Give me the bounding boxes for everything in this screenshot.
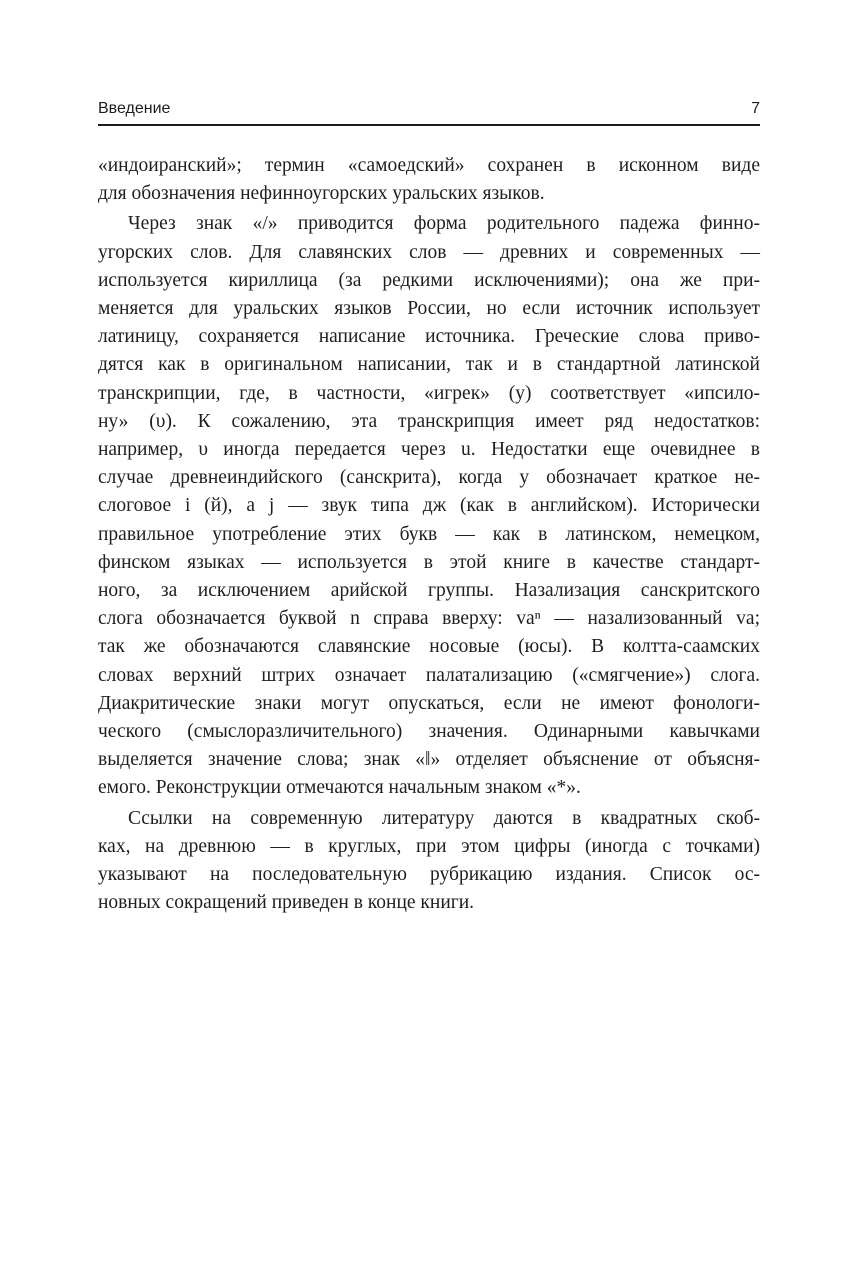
text-line: Диакритические знаки могут опускаться, если не имеют фонологи- — [98, 692, 760, 714]
body-text — [98, 152, 760, 917]
text-line: новных сокращений приведен в конце книги. — [98, 892, 475, 914]
section-title: Введение — [98, 100, 171, 117]
text-line: выделяется значение слова; знак «‖» отделяет объяснение от объясня- — [98, 749, 760, 771]
text-line: слога обозначается буквой n справа вверху: vaⁿ — назализованный va; — [98, 608, 760, 630]
text-line: ческого (смыслоразличительного) значения. Одинарными кавычками — [98, 721, 760, 743]
text-line: Через знак «/» приводится форма родительного падежа финно- — [128, 213, 760, 235]
paragraph-3 — [98, 805, 760, 918]
text-line: ну» (υ). К сожалению, эта транскрипция имеет ряд недостатков: — [98, 410, 760, 432]
text-line: правильное употребление этих букв — как в латинском, немецком, — [98, 523, 760, 545]
paragraph-2 — [98, 210, 760, 802]
running-head — [98, 97, 760, 121]
text-line: угорских слов. Для славянских слов — древних и современных — — [98, 241, 760, 263]
text-line: указывают на последовательную рубрикацию издания. Список ос- — [98, 864, 760, 886]
text-line: Ссылки на современную литературу даются в квадратных скоб- — [128, 807, 760, 829]
text-line: латиницу, сохраняется написание источника. Греческие слова приво- — [98, 326, 760, 348]
text-line: так же обозначаются славянские носовые (юсы). В колтта-саамских — [98, 636, 760, 658]
text-line: слоговое i (й), а j — звук типа дж (как в английском). Исторически — [98, 495, 760, 517]
text-line: ного, за исключением арийской группы. Назализация санскритского — [98, 580, 760, 602]
text-line: для обозначения нефинноугорских уральских языков. — [98, 183, 545, 205]
text-line: ках, на древнюю — в круглых, при этом цифры (иногда с точками) — [98, 835, 760, 857]
text-line: финском языках — используется в этой книге в качестве стандарт- — [98, 551, 760, 573]
text-line: меняется для уральских языков России, но если источник использует — [98, 298, 760, 320]
text-line: емого. Реконструкции отмечаются начальным знаком «*». — [98, 777, 581, 799]
text-line: используется кириллица (за редкими исключениями); она же при- — [98, 269, 760, 291]
paragraph-1 — [98, 152, 760, 208]
text-line: «индоиранский»; термин «самоедский» сохранен в исконном виде — [98, 155, 760, 176]
book-page — [98, 0, 760, 1270]
text-line: дятся как в оригинальном написании, так и в стандартной латинской — [98, 354, 760, 376]
text-line: например, υ иногда передается через u. Недостатки еще очевиднее в — [98, 439, 760, 461]
page-number: 7 — [751, 100, 760, 117]
text-line: словах верхний штрих означает палатализацию («смягчение») слога. — [98, 664, 760, 686]
header-rule — [98, 124, 760, 126]
text-line: случае древнеиндийского (санскрита), когда y обозначает краткое не- — [98, 467, 760, 489]
text-line: транскрипции, где, в частности, «игрек» (y) соответствует «ипсило- — [98, 382, 760, 404]
